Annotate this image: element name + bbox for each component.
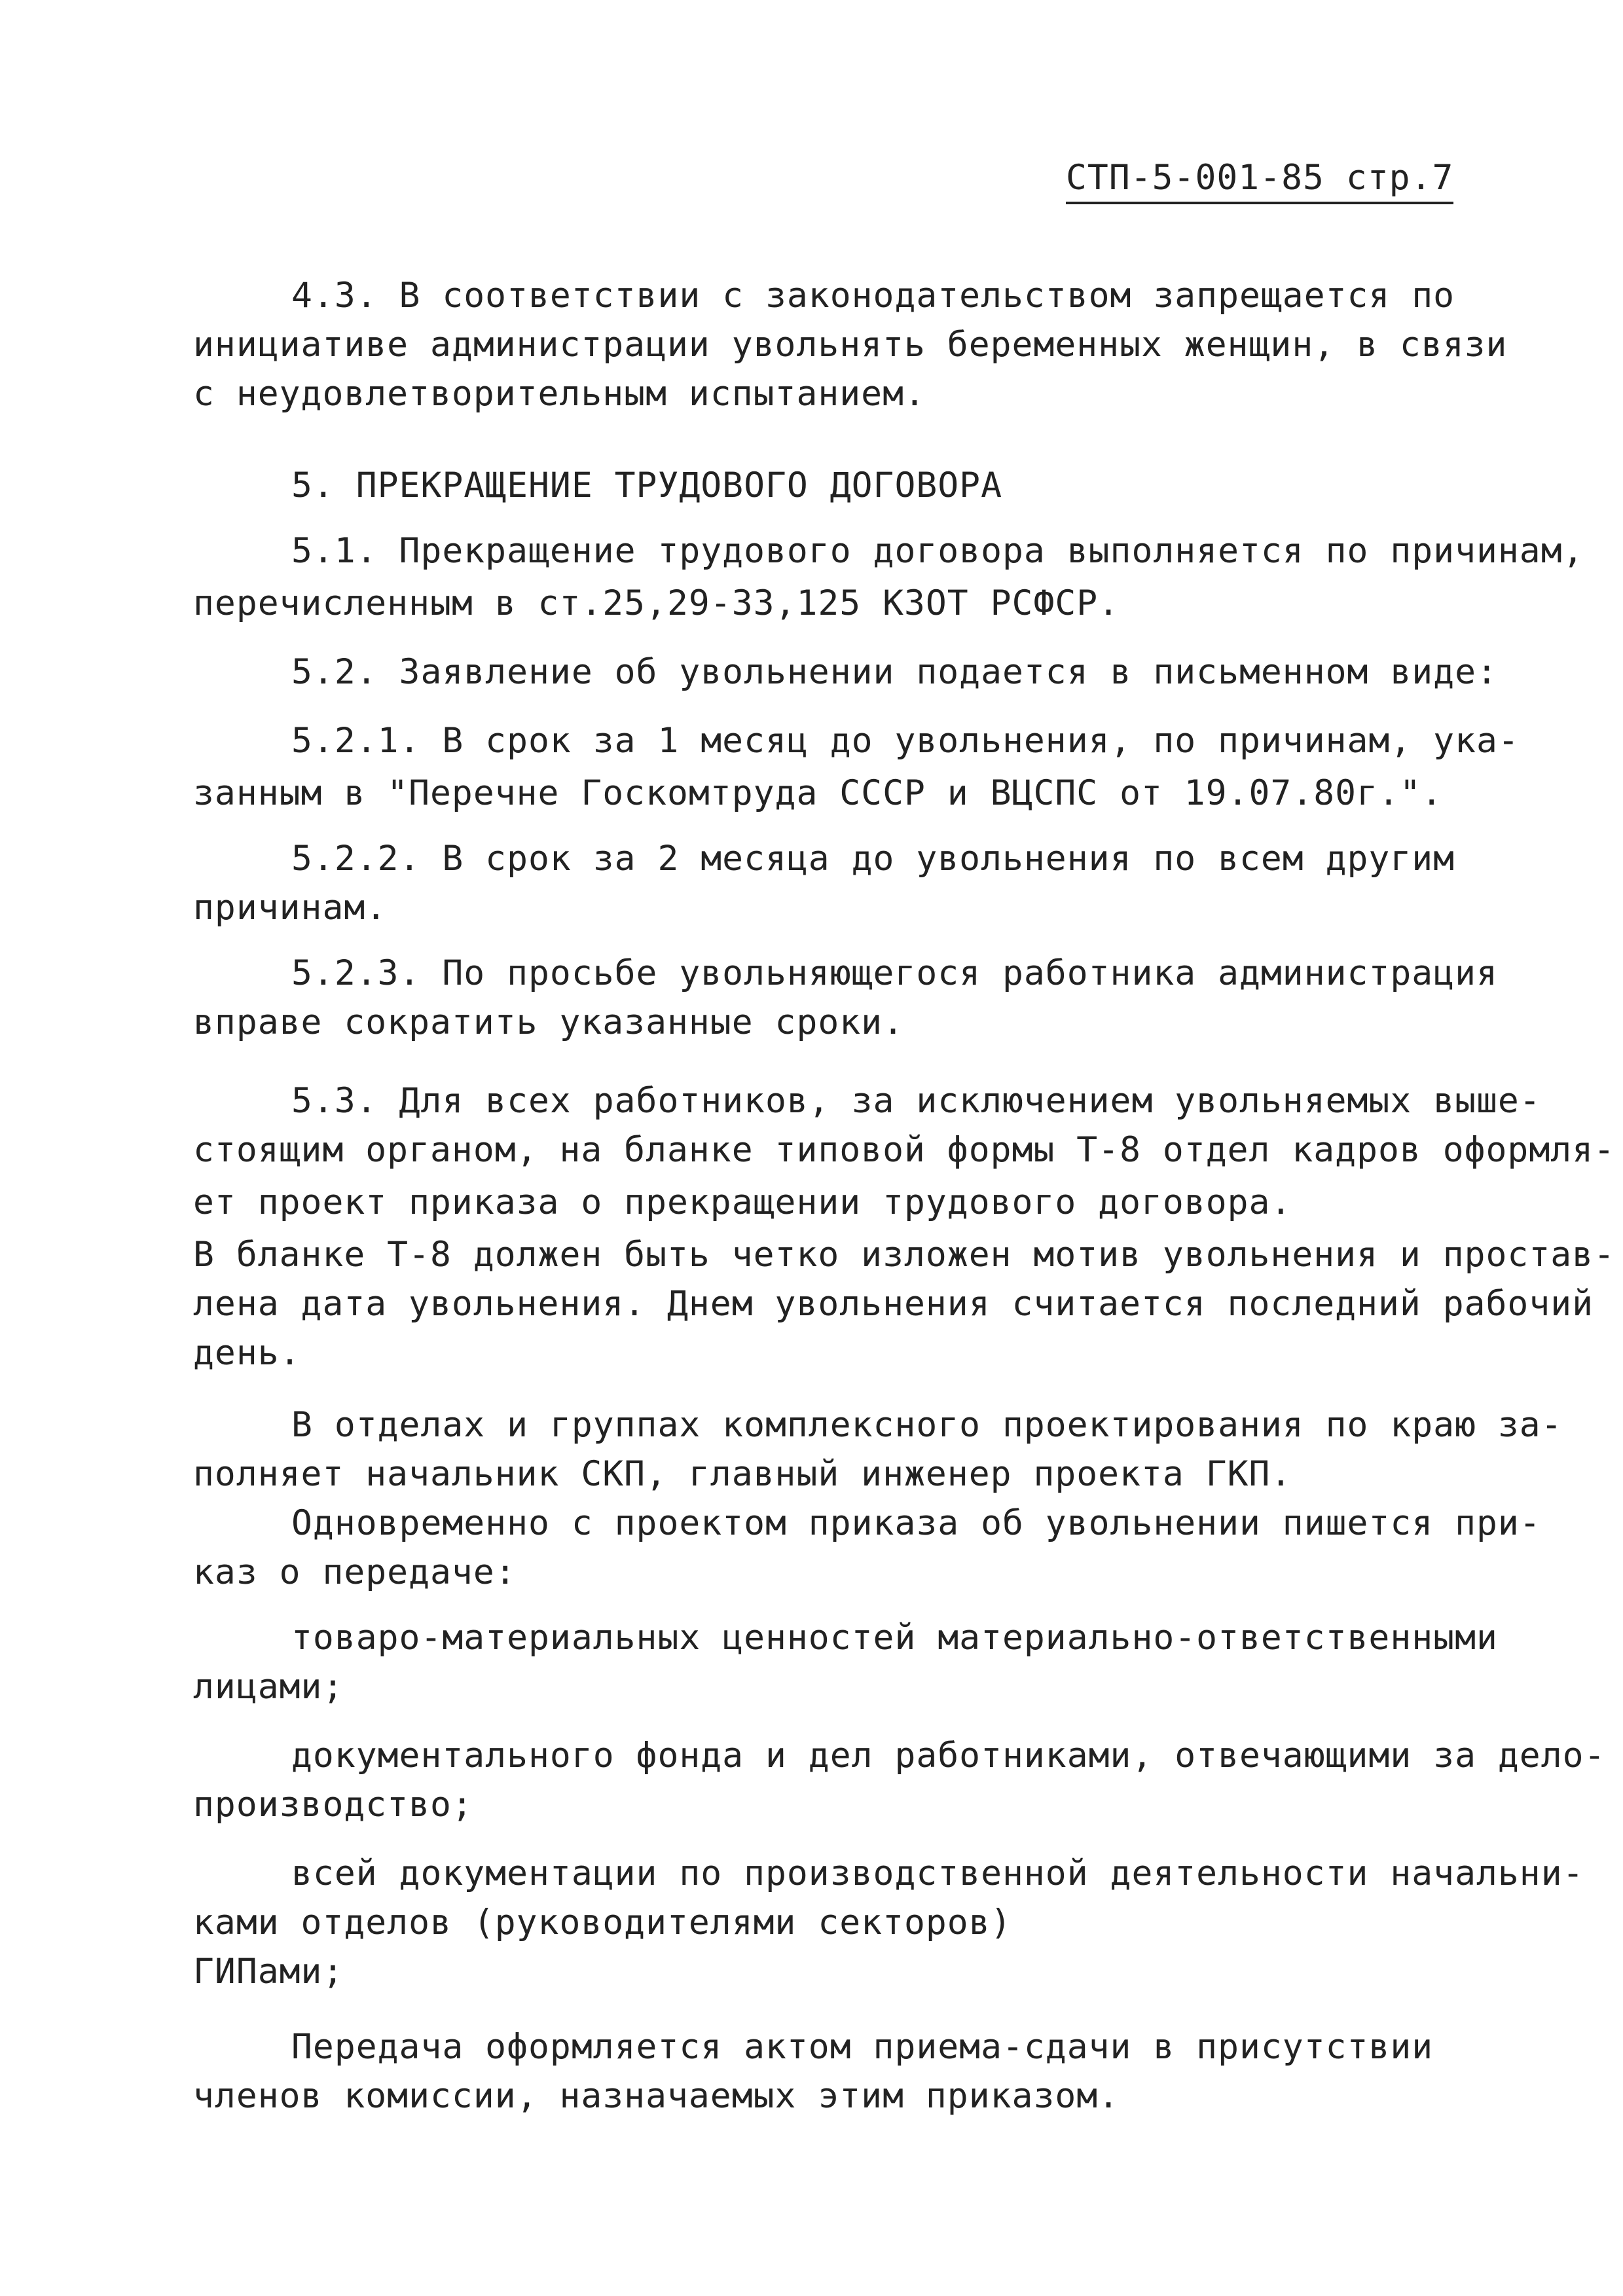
text-line: с неудовлетворительным испытанием. <box>193 374 926 414</box>
text-line: Передача оформляется актом приема-сдачи в присутствии <box>291 2027 1434 2067</box>
text-line: причинам. <box>193 888 388 928</box>
text-line: В бланке Т-8 должен быть четко изложен мотив увольнения и простав- <box>193 1235 1615 1275</box>
text-line: вправе сократить указанные сроки. <box>193 1002 904 1042</box>
text-line: 5.2.2. В срок за 2 месяца до увольнения по всем другим <box>291 839 1455 879</box>
text-line: документального фонда и дел работниками, отвечающими за дело- <box>291 1736 1606 1776</box>
text-line: товаро-материальных ценностей материально-ответственными <box>291 1618 1498 1658</box>
document-code: СТП-5-001-85 стр.7 <box>1066 158 1453 204</box>
text-line: В отделах и группах комплексного проектирования по краю за- <box>291 1405 1563 1445</box>
text-line: 5.3. Для всех работников, за исключением увольняемых выше- <box>291 1081 1541 1121</box>
text-line: 5.2.3. По просьбе увольняющегося работника администрация <box>291 953 1498 993</box>
text-line: ками отделов (руководителями секторов) <box>193 1903 1012 1942</box>
text-line: занным в "Перечне Госкомтруда СССР и ВЦСПС от 19.07.80г.". <box>193 773 1443 813</box>
text-line: всей документации по производственной деятельности начальни- <box>291 1853 1584 1893</box>
text-line: членов комиссии, назначаемых этим приказом. <box>193 2076 1120 2116</box>
text-line: производство; <box>193 1785 473 1825</box>
text-line: перечисленным в ст.25,29-33,125 КЗОТ РСФСР. <box>193 583 1120 623</box>
text-line: инициативе администрации увольнять беременных женщин, в связи <box>193 325 1508 365</box>
section-heading: 5. ПРЕКРАЩЕНИЕ ТРУДОВОГО ДОГОВОРА <box>291 465 1002 505</box>
text-line: стоящим органом, на бланке типовой формы Т-8 отдел кадров оформля- <box>193 1130 1615 1170</box>
text-line: Одновременно с проектом приказа об увольнении пишется при- <box>291 1503 1541 1543</box>
text-line: полняет начальник СКП, главный инженер проекта ГКП. <box>193 1454 1292 1494</box>
text-line: ет проект приказа о прекращении трудового договора. <box>193 1182 1292 1222</box>
text-line: 5.2.1. В срок за 1 месяц до увольнения, по причинам, ука- <box>291 721 1520 761</box>
text-line: лицами; <box>193 1667 344 1707</box>
text-line: ГИПами; <box>193 1952 344 1992</box>
text-line: 4.3. В соответствии с законодательством запрещается по <box>291 276 1455 316</box>
text-line: каз о передаче: <box>193 1552 517 1592</box>
page-header <box>1066 158 1454 198</box>
text-line: 5.1. Прекращение трудового договора выполняется по причинам, <box>291 531 1584 571</box>
text-line: лена дата увольнения. Днем увольнения считается последний рабочий <box>193 1284 1594 1324</box>
text-line: день. <box>193 1333 301 1373</box>
text-line: 5.2. Заявление об увольнении подается в письменном виде: <box>291 652 1498 692</box>
